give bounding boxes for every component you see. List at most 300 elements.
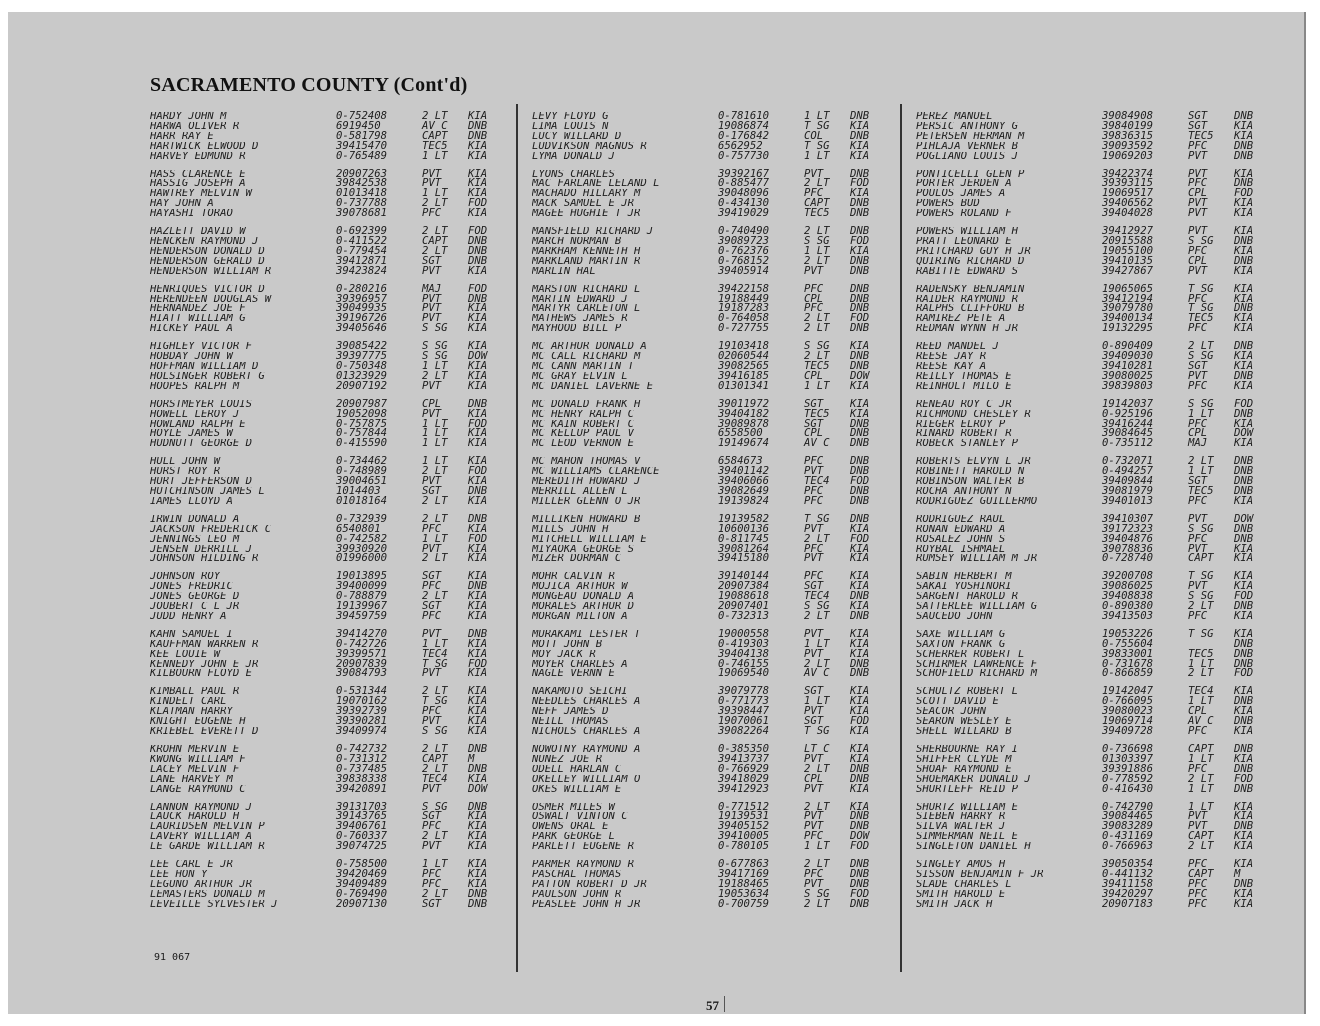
entry-grade: 1 LT bbox=[422, 187, 448, 200]
entry-serial-number: 39084793 bbox=[336, 667, 388, 680]
entry-grade: AV C bbox=[1188, 715, 1214, 728]
entry-status: FOD bbox=[468, 197, 488, 210]
entry-grade: CPL bbox=[804, 292, 824, 305]
entry-name: KILBOURN FLOYD E bbox=[150, 669, 253, 680]
entry-grade: SGT bbox=[422, 810, 442, 823]
entry-grade: TEC5 bbox=[1188, 484, 1214, 497]
entry-serial-number: 0-736698 bbox=[1102, 743, 1154, 756]
entry-name: ROBERTS ELVYN L JR bbox=[916, 457, 1031, 468]
entry-name: RAMIREZ PETE A bbox=[916, 314, 1006, 325]
roster-entry bbox=[150, 897, 506, 910]
entry-grade: 2 LT bbox=[422, 465, 448, 478]
entry-name: LANE HARVEY M bbox=[150, 774, 233, 785]
entry-serial-number: 0-732071 bbox=[1102, 455, 1154, 468]
entry-grade: SGT bbox=[804, 397, 824, 410]
entry-grade: TEC5 bbox=[1188, 129, 1214, 142]
entry-name: RENEAU ROY C JR bbox=[916, 399, 1012, 410]
entry-serial-number: 39074725 bbox=[336, 840, 388, 853]
roster-group bbox=[150, 282, 506, 335]
entry-status: KIA bbox=[1234, 225, 1254, 238]
entry-grade: PFC bbox=[422, 820, 442, 833]
entry-grade: PVT bbox=[1188, 225, 1208, 238]
entry-status: DNB bbox=[1234, 522, 1254, 535]
entry-status: KIA bbox=[1234, 800, 1254, 813]
entry-status: KIA bbox=[468, 110, 488, 122]
entry-serial-number: 39842538 bbox=[336, 177, 388, 190]
entry-name: HERNANDEZ JOE F bbox=[150, 304, 246, 315]
entry-status: KIA bbox=[850, 782, 870, 795]
entry-name: SAUCEDO JOHN bbox=[916, 611, 993, 622]
entry-status: DNB bbox=[850, 359, 870, 372]
entry-serial-number: 19013895 bbox=[336, 570, 388, 583]
entry-serial-number: 0-748989 bbox=[336, 465, 388, 478]
entry-serial-number: 0-760337 bbox=[336, 830, 388, 843]
entry-name: LANNON RAYMOND J bbox=[150, 802, 253, 813]
entry-status: KIA bbox=[468, 858, 488, 871]
entry-grade: 1 LT bbox=[804, 695, 830, 708]
entry-name: SMITH JACK H bbox=[916, 899, 993, 910]
entry-grade: TEC5 bbox=[804, 207, 830, 220]
roster-entry bbox=[150, 397, 506, 410]
entry-grade: 2 LT bbox=[804, 254, 830, 267]
entry-name: POWERS WILLIAM H bbox=[916, 227, 1019, 237]
entry-status: FOD bbox=[468, 657, 488, 670]
roster-entry bbox=[150, 264, 506, 277]
entry-serial-number: 39083289 bbox=[1102, 820, 1154, 833]
roster-entry bbox=[532, 752, 888, 765]
entry-grade: CAPT bbox=[804, 197, 830, 210]
roster-group bbox=[532, 397, 888, 450]
entry-status: DNB bbox=[850, 868, 870, 880]
roster-entry bbox=[150, 554, 506, 564]
roster-group bbox=[916, 627, 1272, 680]
entry-status: DNB bbox=[1234, 407, 1254, 420]
roster-entry bbox=[916, 627, 1272, 640]
roster-group bbox=[916, 342, 1272, 391]
entry-status: KIA bbox=[1234, 830, 1254, 843]
entry-name: SILVA WALTER J bbox=[916, 822, 1006, 833]
entry-status: KIA bbox=[1234, 119, 1254, 132]
entry-serial-number: 01301341 bbox=[718, 379, 770, 392]
entry-serial-number: 39400134 bbox=[1102, 312, 1154, 325]
entry-grade: PVT bbox=[422, 312, 442, 325]
entry-grade: PFC bbox=[804, 187, 824, 200]
entry-serial-number: 0-746155 bbox=[718, 657, 770, 670]
roster-entry bbox=[532, 772, 888, 785]
entry-status: KIA bbox=[850, 379, 870, 392]
entry-status: KIA bbox=[468, 637, 488, 650]
entry-serial-number: 0-700759 bbox=[718, 897, 770, 910]
entry-name: HOWELL LEROY J bbox=[150, 409, 240, 420]
entry-name: SIMMERMAN NEIL E bbox=[916, 832, 1019, 843]
entry-serial-number: 20907130 bbox=[336, 897, 388, 910]
entry-serial-number: 39410281 bbox=[1102, 359, 1154, 372]
entry-status: DNB bbox=[1234, 484, 1254, 497]
entry-status: DNB bbox=[850, 762, 870, 775]
entry-name: HUDNUTT GEORGE D bbox=[150, 439, 253, 450]
entry-grade: PVT bbox=[1188, 264, 1208, 277]
roster-entry bbox=[532, 244, 888, 257]
entry-name: LEVY FLOYD G bbox=[532, 112, 609, 122]
entry-name: RODRIGUEZ RAUL bbox=[916, 514, 1006, 525]
entry-serial-number: 0-431169 bbox=[1102, 830, 1154, 843]
column-divider-2 bbox=[900, 104, 902, 972]
entry-name: MARTYR CARLETON L bbox=[532, 304, 641, 315]
entry-status: DNB bbox=[850, 897, 870, 910]
entry-serial-number: 0-771512 bbox=[718, 800, 770, 813]
entry-name: SMITH HAROLD E bbox=[916, 889, 1006, 900]
entry-status: KIA bbox=[468, 207, 488, 220]
entry-serial-number: 20907183 bbox=[1102, 897, 1154, 910]
entry-status: DNB bbox=[1234, 302, 1254, 315]
entry-grade: CAPT bbox=[1188, 552, 1214, 565]
entry-name: HENCKEN RAYMOND J bbox=[150, 236, 259, 247]
entry-serial-number: 39409030 bbox=[1102, 350, 1154, 363]
entry-name: SCHOFIELD RICHARD M bbox=[916, 669, 1038, 680]
entry-name: HIGHLEY VICTOR F bbox=[150, 342, 253, 353]
entry-status: DNB bbox=[468, 129, 488, 142]
roster-entry bbox=[916, 359, 1272, 372]
entry-name: HOBDAY JOHN W bbox=[150, 352, 233, 362]
roster-entry bbox=[916, 717, 1272, 727]
roster-entry bbox=[916, 167, 1272, 180]
entry-serial-number: 39172323 bbox=[1102, 522, 1154, 535]
entry-serial-number: 39409844 bbox=[1102, 475, 1154, 488]
entry-serial-number: 39405152 bbox=[718, 820, 770, 833]
roster-entry bbox=[150, 324, 506, 334]
entry-grade: AV C bbox=[804, 667, 830, 680]
roster-entry bbox=[916, 512, 1272, 525]
entry-grade: S SG bbox=[804, 234, 830, 247]
entry-name: OKES WILLIAM E bbox=[532, 784, 622, 795]
entry-serial-number: 39459759 bbox=[336, 609, 388, 622]
entry-status: KIA bbox=[1234, 810, 1254, 823]
entry-name: HUTCHINSON JAMES L bbox=[150, 486, 265, 497]
roster-entry bbox=[150, 800, 506, 813]
entry-name: REDMAN WYNN H JR bbox=[916, 324, 1019, 335]
roster-entry bbox=[532, 119, 888, 132]
entry-status: KIA bbox=[1234, 609, 1254, 622]
roster-entry bbox=[916, 179, 1272, 189]
entry-name: PARMER RAYMOND R bbox=[532, 860, 635, 870]
entry-name: REED MANDEL J bbox=[916, 342, 999, 353]
entry-status: DNB bbox=[850, 667, 870, 680]
roster-group bbox=[150, 227, 506, 276]
roster-entry bbox=[532, 532, 888, 545]
entry-name: LEE CARL E JR bbox=[150, 860, 233, 870]
entry-grade: TEC4 bbox=[1188, 685, 1214, 698]
entry-name: HENRIQUES VICTOR D bbox=[150, 284, 265, 295]
entry-serial-number: 39390281 bbox=[336, 715, 388, 728]
entry-name: MONGEAU DONALD A bbox=[532, 592, 635, 603]
roster-entry bbox=[916, 264, 1272, 277]
roster-entry bbox=[150, 832, 506, 842]
roster-entry bbox=[150, 860, 506, 870]
entry-status: KIA bbox=[850, 752, 870, 765]
entry-serial-number: 39080025 bbox=[1102, 369, 1154, 382]
entry-name: HORSTMEYER LOUIS bbox=[150, 399, 253, 410]
roster-entry bbox=[532, 572, 888, 582]
entry-serial-number: 01323929 bbox=[336, 369, 388, 382]
entry-name: MARSTON RICHARD L bbox=[532, 284, 641, 295]
entry-serial-number: 0-779454 bbox=[336, 244, 388, 257]
roster-entry bbox=[150, 359, 506, 372]
roster-entry bbox=[532, 877, 888, 890]
entry-serial-number: 0-764058 bbox=[718, 312, 770, 325]
entry-grade: PVT bbox=[804, 647, 824, 660]
roster-entry bbox=[532, 512, 888, 525]
entry-status: DNB bbox=[468, 762, 488, 775]
entry-name: MURAKAMI LESTER T bbox=[532, 629, 641, 640]
roster-entry bbox=[150, 429, 506, 439]
entry-serial-number: 19053226 bbox=[1102, 627, 1154, 640]
entry-serial-number: 19139531 bbox=[718, 810, 770, 823]
roster-entry bbox=[532, 167, 888, 180]
entry-status: KIA bbox=[1234, 312, 1254, 325]
roster-entry bbox=[916, 209, 1272, 219]
entry-serial-number: 39409489 bbox=[336, 877, 388, 890]
entry-grade: PVT bbox=[804, 782, 824, 795]
entry-serial-number: 0-740490 bbox=[718, 225, 770, 238]
entry-status: KIA bbox=[468, 647, 488, 660]
entry-grade: S SG bbox=[804, 600, 830, 613]
entry-grade: CAPT bbox=[422, 752, 448, 765]
roster-entry bbox=[150, 877, 506, 890]
roster-entry bbox=[916, 647, 1272, 660]
roster-entry bbox=[916, 352, 1272, 362]
entry-serial-number: 39408838 bbox=[1102, 590, 1154, 603]
entry-serial-number: 19086874 bbox=[718, 119, 770, 132]
entry-name: LUDVIKSON MAGNUS R bbox=[532, 141, 647, 152]
entry-serial-number: 39838338 bbox=[336, 772, 388, 785]
entry-name: JENNINGS LEO M bbox=[150, 534, 240, 545]
entry-status: KIA bbox=[850, 397, 870, 410]
entry-name: OSWALT VINTON C bbox=[532, 812, 628, 823]
entry-grade: T SG bbox=[422, 695, 448, 708]
roster-entry bbox=[916, 189, 1272, 199]
roster-entry bbox=[150, 697, 506, 707]
entry-status: DNB bbox=[468, 627, 488, 640]
entry-name: HENDERSON DONALD D bbox=[150, 246, 265, 257]
roster-entry bbox=[150, 512, 506, 525]
entry-serial-number: 39143765 bbox=[336, 810, 388, 823]
page-number: 57 bbox=[706, 998, 719, 1013]
entry-status: KIA bbox=[468, 359, 488, 372]
roster-entry bbox=[150, 179, 506, 189]
entry-name: SEARON WESLEY E bbox=[916, 717, 1012, 728]
entry-grade: PVT bbox=[1188, 542, 1208, 555]
entry-status: FOD bbox=[850, 532, 870, 545]
entry-serial-number: 0-731312 bbox=[336, 752, 388, 765]
roster-entry bbox=[916, 877, 1272, 890]
roster-entry bbox=[532, 842, 888, 852]
entry-serial-number: 39413503 bbox=[1102, 609, 1154, 622]
entry-status: DNB bbox=[468, 484, 488, 497]
entry-grade: PFC bbox=[422, 868, 442, 880]
entry-grade: 2 LT bbox=[804, 532, 830, 545]
entry-serial-number: 0-581798 bbox=[336, 129, 388, 142]
entry-name: MORALES ARTHUR D bbox=[532, 602, 635, 612]
entry-status: KIA bbox=[468, 437, 488, 450]
entry-grade: PFC bbox=[1188, 177, 1208, 190]
roster-entry bbox=[150, 314, 506, 324]
entry-status: DNB bbox=[850, 225, 870, 238]
entry-status: FOD bbox=[1234, 187, 1254, 200]
roster-group bbox=[916, 282, 1272, 335]
entry-serial-number: 0-811745 bbox=[718, 532, 770, 545]
entry-grade: PVT bbox=[422, 407, 442, 420]
roster-group bbox=[150, 745, 506, 794]
roster-entry bbox=[916, 379, 1272, 392]
entry-grade: 2 LT bbox=[422, 552, 448, 565]
entry-grade: PVT bbox=[1188, 820, 1208, 833]
roster-entry bbox=[150, 417, 506, 430]
entry-grade: 2 LT bbox=[422, 369, 448, 382]
entry-name: ROYBAL ISHMAEL bbox=[916, 544, 1006, 555]
entry-grade: CPL bbox=[1188, 254, 1208, 267]
entry-status: DNB bbox=[1234, 820, 1254, 833]
entry-serial-number: 0-757730 bbox=[718, 149, 770, 162]
roster-entry bbox=[532, 439, 888, 449]
entry-name: REESE KAY A bbox=[916, 361, 987, 372]
entry-grade: CAPT bbox=[422, 234, 448, 247]
entry-serial-number: 0-885477 bbox=[718, 177, 770, 190]
entry-status: KIA bbox=[850, 407, 870, 420]
entry-status: KIA bbox=[850, 627, 870, 640]
entry-status: KIA bbox=[468, 167, 488, 180]
entry-grade: 2 LT bbox=[1188, 455, 1214, 468]
roster-column-3 bbox=[916, 112, 1272, 918]
roster-entry bbox=[532, 822, 888, 832]
entry-status: DNB bbox=[850, 772, 870, 785]
entry-name: KNIGHT EUGENE H bbox=[150, 717, 246, 728]
entry-grade: 1 LT bbox=[422, 532, 448, 545]
entry-serial-number: 19052098 bbox=[336, 407, 388, 420]
entry-serial-number: 39404138 bbox=[718, 647, 770, 660]
entry-name: MC HENRY RALPH C bbox=[532, 409, 635, 420]
entry-status: KIA bbox=[468, 868, 488, 880]
entry-status: KIA bbox=[1234, 580, 1254, 593]
roster-entry bbox=[150, 244, 506, 257]
entry-name: SCHULTZ ROBERT L bbox=[916, 687, 1019, 698]
entry-name: MC WILLIAMS CLARENCE bbox=[532, 467, 660, 478]
entry-name: PETERSEN HERMAN M bbox=[916, 131, 1025, 142]
entry-serial-number: 39392167 bbox=[718, 167, 770, 180]
entry-grade: PVT bbox=[804, 820, 824, 833]
roster-entry bbox=[532, 179, 888, 189]
entry-status: FOD bbox=[468, 225, 488, 238]
entry-name: REINHOLT MILO E bbox=[916, 381, 1012, 392]
entry-name: PAULSON JOHN R bbox=[532, 889, 622, 900]
entry-grade: PVT bbox=[804, 264, 824, 277]
roster-entry bbox=[916, 870, 1272, 880]
entry-grade: S SG bbox=[1188, 397, 1214, 410]
entry-status: KIA bbox=[468, 475, 488, 488]
entry-status: FOD bbox=[850, 234, 870, 247]
entry-name: HERENDEEN DOUGLAS W bbox=[150, 294, 272, 305]
entry-status: KIA bbox=[850, 685, 870, 698]
entry-status: KIA bbox=[850, 600, 870, 613]
entry-status: KIA bbox=[1234, 417, 1254, 430]
entry-serial-number: 01018164 bbox=[336, 494, 388, 507]
entry-grade: S SG bbox=[422, 340, 448, 353]
roster-group bbox=[150, 397, 506, 450]
entry-serial-number: 10600136 bbox=[718, 522, 770, 535]
roster-entry bbox=[150, 304, 506, 314]
entry-grade: PVT bbox=[422, 264, 442, 277]
entry-grade: 2 LT bbox=[804, 657, 830, 670]
roster-entry bbox=[150, 407, 506, 420]
entry-status: KIA bbox=[1234, 322, 1254, 335]
entry-status: KIA bbox=[468, 830, 488, 843]
entry-name: PRATT LEONARD E bbox=[916, 236, 1012, 247]
entry-serial-number: 39412923 bbox=[718, 782, 770, 795]
entry-grade: PFC bbox=[1188, 417, 1208, 430]
entry-grade: PVT bbox=[422, 177, 442, 190]
entry-grade: PVT bbox=[804, 705, 824, 718]
entry-serial-number: 20907401 bbox=[718, 600, 770, 613]
entry-serial-number: 19139582 bbox=[718, 512, 770, 525]
roster-entry bbox=[916, 554, 1272, 564]
roster-entry bbox=[532, 407, 888, 420]
entry-grade: 2 LT bbox=[422, 110, 448, 122]
entry-name: MC GRAY ELVIN L bbox=[532, 371, 628, 382]
entry-serial-number: 0-742582 bbox=[336, 532, 388, 545]
roster-entry bbox=[150, 439, 506, 449]
roster-entry bbox=[916, 234, 1272, 247]
roster-group bbox=[150, 457, 506, 506]
entry-name: SABIN HERBERT M bbox=[916, 572, 1012, 583]
roster-group bbox=[532, 227, 888, 276]
entry-serial-number: 19070061 bbox=[718, 715, 770, 728]
entry-status: DNB bbox=[468, 234, 488, 247]
entry-name: SINGLETON DANIEL H bbox=[916, 842, 1031, 853]
entry-status: KIA bbox=[468, 369, 488, 382]
entry-serial-number: 0-757875 bbox=[336, 417, 388, 430]
entry-grade: CAPT bbox=[1188, 868, 1214, 880]
entry-name: HIATT WILLIAM G bbox=[150, 314, 246, 325]
roster-entry bbox=[150, 119, 506, 132]
entry-grade: 1 LT bbox=[1188, 695, 1214, 708]
roster-entry bbox=[532, 717, 888, 727]
entry-status: DNB bbox=[1234, 600, 1254, 613]
roster-entry bbox=[532, 494, 888, 507]
entry-serial-number: 0-925196 bbox=[1102, 407, 1154, 420]
entry-status: DNB bbox=[1234, 110, 1254, 122]
entry-grade: T SG bbox=[804, 512, 830, 525]
entry-name: KEE LOUIE W bbox=[150, 649, 221, 660]
entry-serial-number: 20907384 bbox=[718, 580, 770, 593]
entry-grade: 2 LT bbox=[804, 322, 830, 335]
entry-name: HENDERSON WILLIAM R bbox=[150, 266, 272, 277]
roster-entry bbox=[532, 369, 888, 382]
entry-name: LE GARDE WILLIAM R bbox=[150, 842, 265, 853]
entry-status: KIA bbox=[1234, 725, 1254, 738]
roster-entry bbox=[532, 352, 888, 362]
roster-entry bbox=[916, 707, 1272, 717]
roster-entry bbox=[916, 745, 1272, 755]
entry-grade: SGT bbox=[804, 685, 824, 698]
entry-grade: 2 LT bbox=[422, 512, 448, 525]
entry-status: KIA bbox=[1234, 207, 1254, 220]
entry-serial-number: 19188449 bbox=[718, 292, 770, 305]
roster-entry bbox=[150, 647, 506, 660]
entry-status: DNB bbox=[1234, 465, 1254, 478]
entry-grade: SGT bbox=[422, 897, 442, 910]
entry-status: KIA bbox=[850, 187, 870, 200]
roster-group bbox=[532, 860, 888, 909]
entry-name: PEASLEE JOHN H JR bbox=[532, 899, 641, 910]
